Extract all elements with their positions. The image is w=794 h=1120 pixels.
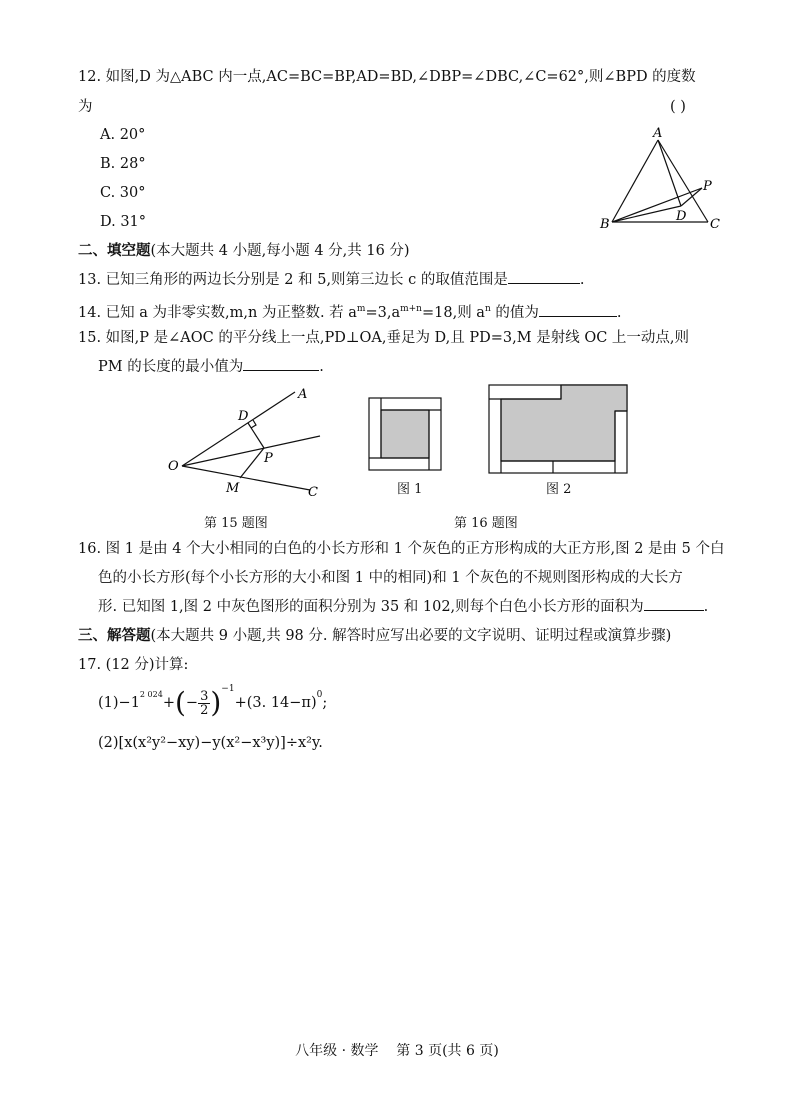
q14 bbox=[78, 298, 621, 324]
q17-p1-exp3: 0 bbox=[316, 690, 323, 700]
q17-p1-lparen: ( bbox=[174, 686, 186, 719]
label-d: D bbox=[676, 209, 687, 224]
q12-answer-bracket: ( ) bbox=[670, 99, 686, 115]
q16-end: . bbox=[703, 599, 709, 615]
label-m: M bbox=[226, 481, 240, 496]
q17-p1-exp1: 2 024 bbox=[139, 690, 163, 699]
q14-mid1: =3,a bbox=[365, 304, 401, 321]
q13 bbox=[78, 269, 585, 291]
q16-line1: 16. 图 1 是由 4 个大小相同的白色的小长方形和 1 个灰色的正方形构成的大正方形,图 2 是由 5 个白 bbox=[78, 541, 725, 557]
q17-p1-frac-num: 3 bbox=[200, 688, 209, 704]
label-d: D bbox=[238, 409, 249, 424]
q12-option-d: D. 31° bbox=[100, 214, 147, 230]
q15-line2-wrap bbox=[98, 356, 324, 378]
section2-title: 二、填空题 bbox=[78, 242, 151, 259]
q13-text: 13. 已知三角形的两边长分别是 2 和 5,则第三边长 c 的取值范围是 bbox=[78, 272, 508, 288]
section3-heading bbox=[78, 625, 671, 647]
label-a: A bbox=[653, 126, 663, 141]
q12-line2: 为 bbox=[78, 99, 93, 115]
q12-triangle-figure bbox=[590, 124, 730, 234]
q17-part1 bbox=[98, 684, 327, 722]
q16-answer-blank[interactable] bbox=[644, 596, 704, 611]
q17-p1-fraction bbox=[198, 690, 210, 717]
q15-answer-blank[interactable] bbox=[243, 356, 319, 371]
label-a: A bbox=[298, 387, 308, 402]
q12-option-b: B. 28° bbox=[100, 156, 146, 172]
q16-line2: 色的小长方形(每个小长方形的大小和图 1 中的相同)和 1 个灰色的不规则图形构成的大长方 bbox=[98, 570, 683, 586]
label-b: B bbox=[600, 217, 610, 232]
q14-sup-mn: m+n bbox=[400, 304, 422, 314]
q15-caption: 第 15 题图 bbox=[204, 516, 268, 531]
q16-figure1 bbox=[366, 395, 446, 475]
section3-title: 三、解答题 bbox=[78, 627, 151, 644]
bisector bbox=[182, 436, 320, 466]
q14-mid2: =18,则 a bbox=[421, 304, 485, 321]
q17-p1-minus: − bbox=[185, 695, 199, 711]
q17-head: 17. (12 分)计算: bbox=[78, 657, 189, 673]
segment-dp bbox=[681, 188, 702, 206]
q12-option-c: C. 30° bbox=[100, 185, 146, 201]
label-p: P bbox=[703, 179, 712, 194]
q17-p1-plus: + bbox=[162, 695, 175, 711]
label-c: C bbox=[308, 485, 318, 500]
segment-pd bbox=[248, 423, 264, 448]
q17-p1-term1: −1 bbox=[118, 695, 140, 711]
q14-sup-n: n bbox=[484, 304, 491, 314]
q15-line2: PM 的长度的最小值为 bbox=[98, 359, 244, 375]
q16-fig2-label: 图 2 bbox=[546, 482, 572, 497]
q13-end: . bbox=[579, 272, 585, 288]
q15-angle-figure bbox=[160, 382, 340, 502]
right-angle-mark bbox=[251, 420, 256, 428]
q16-caption: 第 16 题图 bbox=[454, 516, 518, 531]
q16-line3: 形. 已知图 1,图 2 中灰色图形的面积分别为 35 和 102,则每个白色小长方形的面积为 bbox=[98, 599, 644, 615]
q14-mid3: 的值为 bbox=[490, 304, 539, 321]
q16-figure2 bbox=[486, 382, 630, 476]
label-o: O bbox=[168, 459, 179, 474]
side-ab bbox=[612, 140, 658, 222]
q12-option-a: A. 20° bbox=[100, 127, 146, 143]
q17-p1-term3: +(3. 14−π) bbox=[234, 695, 317, 711]
q17-p1-label: (1) bbox=[98, 695, 119, 711]
section3-note: (本大题共 9 小题,共 98 分. 解答时应写出必要的文字说明、证明过程或演算步骤) bbox=[150, 628, 672, 644]
q15-line1: 15. 如图,P 是∠AOC 的平分线上一点,PD⊥OA,垂足为 D,且 PD=3,M 是射线 OC 上一动点,则 bbox=[78, 330, 690, 346]
ray-oa bbox=[182, 392, 295, 466]
q14-sup-m: m bbox=[356, 304, 366, 314]
page-footer: 八年级 · 数学 第 3 页(共 6 页) bbox=[295, 1043, 499, 1059]
q14-text: 14. 已知 a 为非零实数,m,n 为正整数. 若 a bbox=[78, 304, 357, 321]
q16-line3-wrap bbox=[98, 596, 708, 618]
q15-end: . bbox=[319, 359, 324, 375]
q17-p1-frac-den: 2 bbox=[200, 702, 209, 718]
label-p: P bbox=[264, 451, 273, 466]
q17-p1-rparen: ) bbox=[210, 686, 222, 719]
q12-line1: 12. 如图,D 为△ABC 内一点,AC=BC=BP,AD=BD,∠DBP=∠DBC,∠C=62°,则∠BPD 的度数 bbox=[78, 69, 696, 85]
label-c: C bbox=[710, 217, 720, 232]
q16-fig1-label: 图 1 bbox=[397, 482, 423, 497]
gray-square bbox=[381, 410, 429, 458]
q13-answer-blank[interactable] bbox=[508, 269, 580, 284]
segment-bp bbox=[612, 188, 702, 222]
q17-p1-end: ; bbox=[322, 695, 328, 711]
q14-answer-blank[interactable] bbox=[539, 302, 617, 317]
section2-heading bbox=[78, 240, 410, 262]
section2-note: (本大题共 4 小题,每小题 4 分,共 16 分) bbox=[150, 243, 410, 259]
q17-part2: (2)[x(x²y²−xy)−y(x²−x³y)]÷x²y. bbox=[98, 735, 323, 751]
q14-end: . bbox=[616, 304, 622, 321]
q17-p1-exp2: −1 bbox=[221, 684, 235, 694]
